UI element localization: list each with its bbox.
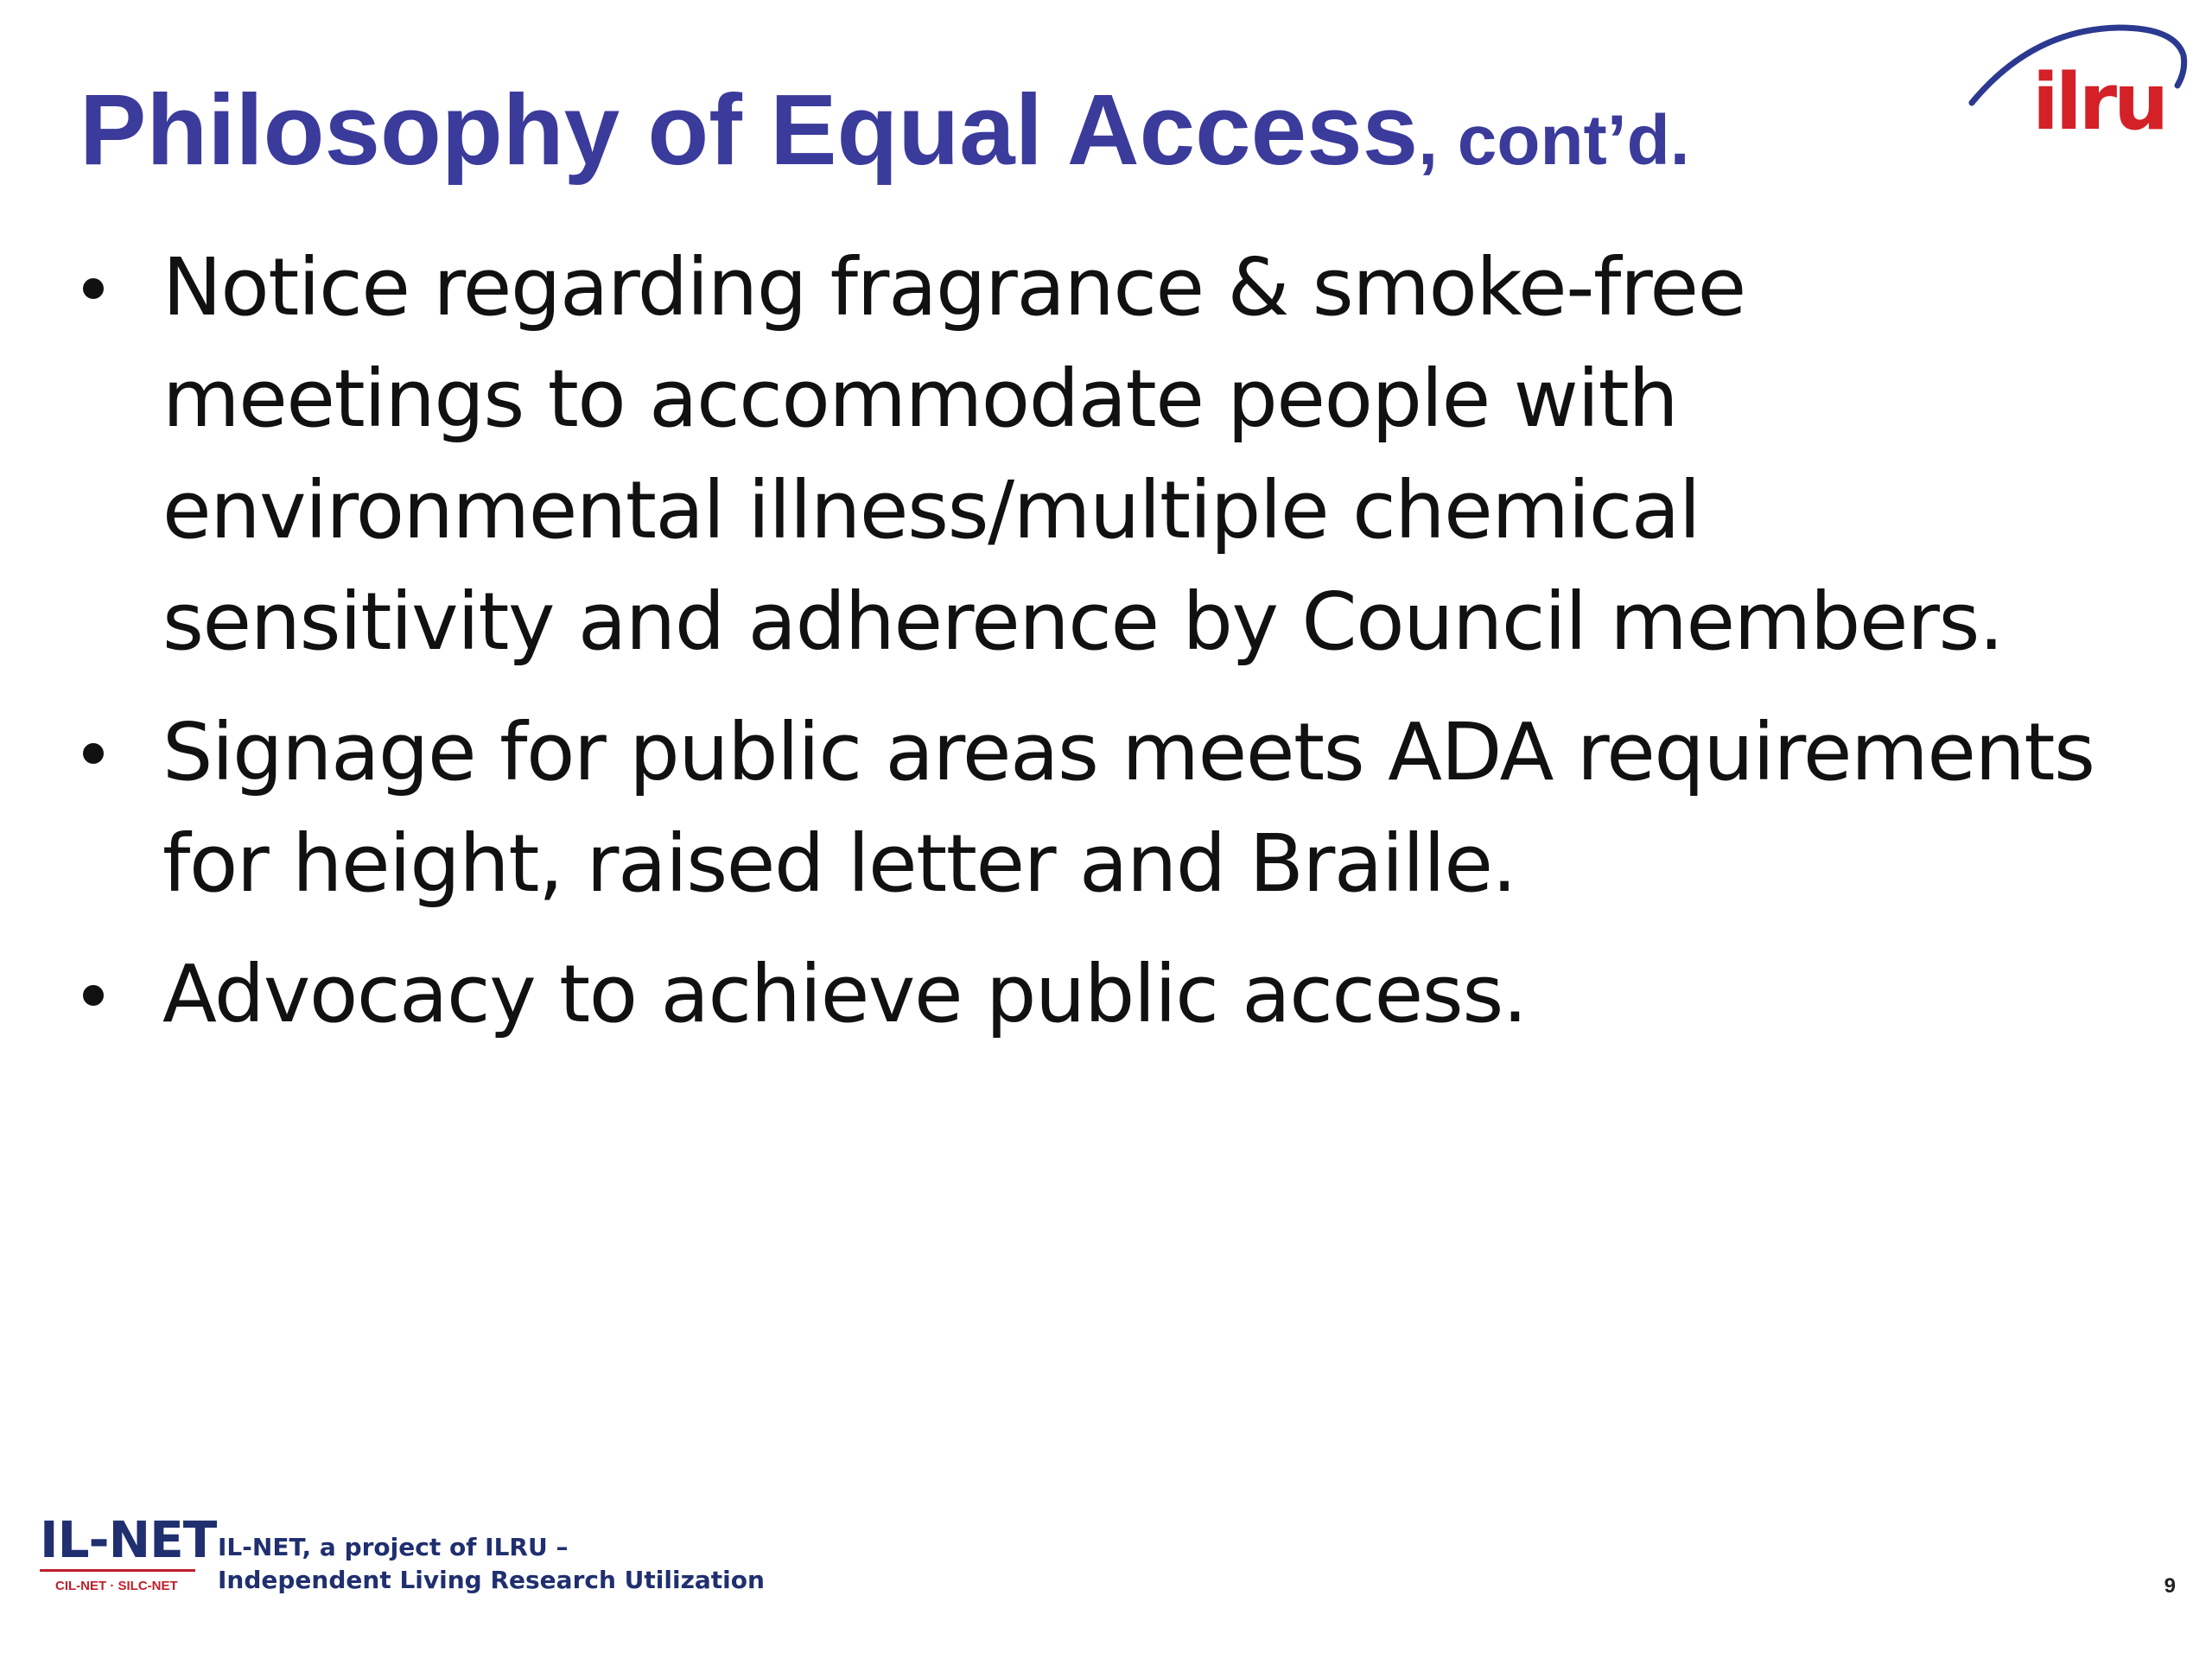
ilru-logo-icon bbox=[1963, 12, 2196, 142]
page-number: 9 bbox=[2164, 1574, 2176, 1598]
list-item bbox=[78, 232, 2100, 677]
bullet-text: Advocacy to achieve public access. bbox=[162, 948, 1527, 1040]
footer-line-2: Independent Living Research Utilization bbox=[218, 1566, 765, 1594]
il-net-logo-subtext: CIL-NET · SILC-NET bbox=[55, 1579, 178, 1593]
il-net-logo-text: IL-NET bbox=[40, 1510, 217, 1569]
bullet-icon bbox=[83, 278, 104, 299]
il-net-logo bbox=[40, 1510, 217, 1609]
list-item bbox=[78, 938, 2100, 1050]
footer-caption bbox=[218, 1531, 765, 1597]
bullet-text: Notice regarding fragrance & smoke-free meetings to accommodate people with environmental illness/multiple chemical sensitivity and adherence by Council members. bbox=[162, 241, 2003, 668]
bullet-list bbox=[78, 232, 2100, 1069]
il-net-logo-rule bbox=[40, 1569, 195, 1572]
bullet-icon bbox=[83, 985, 104, 1006]
slide-title-main: Philosophy of Equal Access bbox=[79, 73, 1419, 186]
ilru-logo-text: ilru bbox=[2032, 57, 2166, 142]
slide-title bbox=[79, 73, 1690, 186]
slide-title-suffix: , cont’d. bbox=[1418, 101, 1690, 180]
bullet-icon bbox=[83, 743, 104, 764]
bullet-text: Signage for public areas meets ADA requirements for height, raised letter and Braille. bbox=[162, 706, 2094, 910]
list-item bbox=[78, 696, 2100, 919]
footer-line-1: IL-NET, a project of ILRU – bbox=[218, 1533, 569, 1561]
